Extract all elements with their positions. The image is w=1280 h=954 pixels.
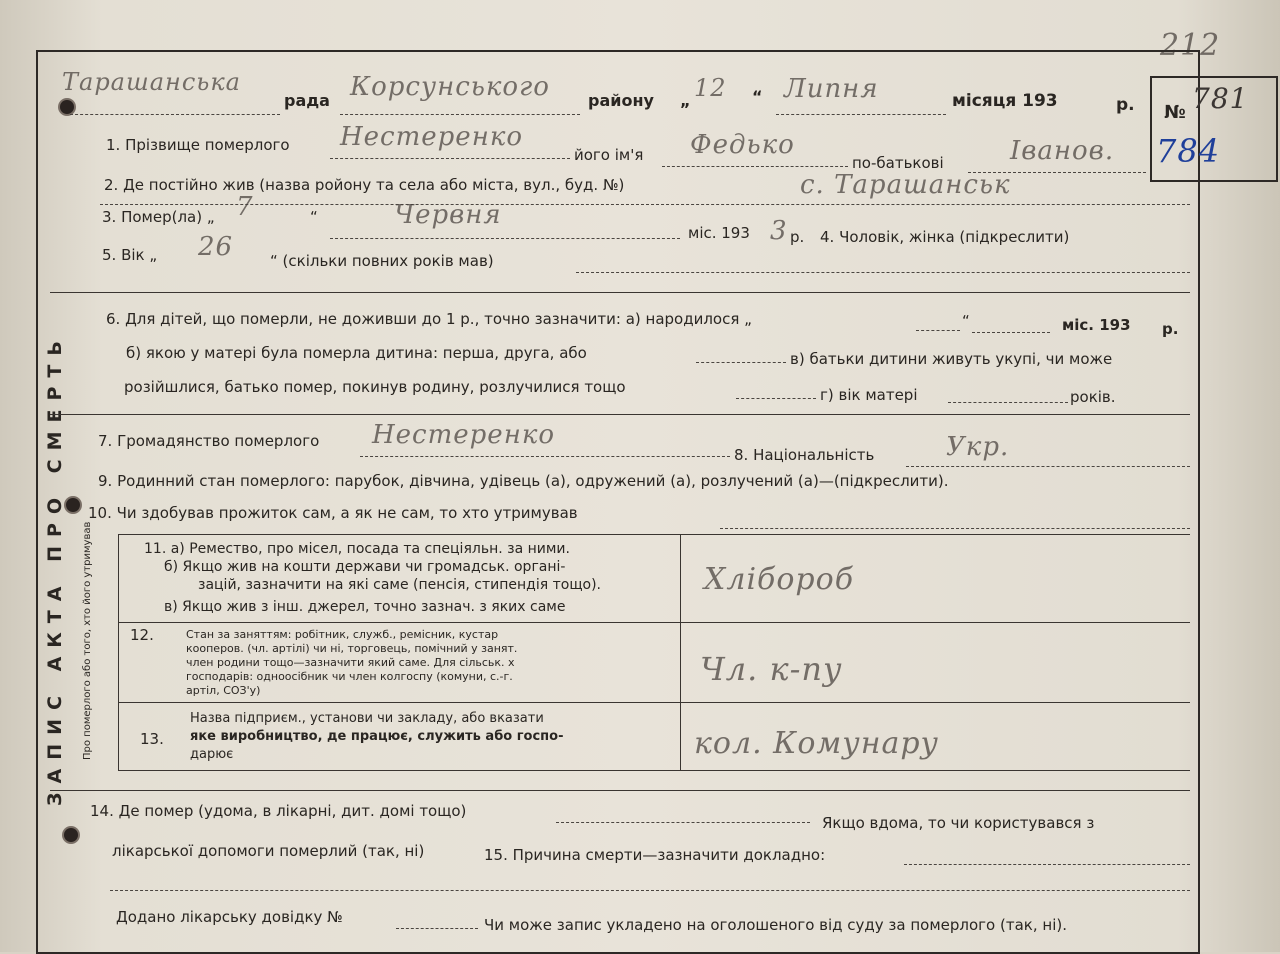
- rule: [100, 204, 1190, 205]
- f11-value: Хлібороб: [704, 562, 855, 597]
- side-title: ЗАПИС АКТА ПРО СМЕРТЬ: [44, 332, 66, 806]
- rule: [110, 890, 1190, 891]
- rule: [576, 272, 1190, 273]
- f11-b1: б) Якщо жив на кошти держави чи громадськ. органі-: [164, 559, 566, 575]
- punch-hole: [60, 100, 74, 114]
- chy-mozhe-label: Чи може запис укладено на оголошеного від суду за померлого (так, ні).: [484, 916, 1067, 934]
- f10-label: 10. Чи здобував прожиток сам, а як не сам, то хто утримував: [88, 504, 578, 522]
- rule: [360, 456, 730, 457]
- f11-c: в) Якщо жив з інш. джерел, точно зазнач. з яких саме: [164, 599, 566, 615]
- punch-hole: [66, 498, 80, 512]
- f1-name-value: Федько: [690, 130, 795, 160]
- rule: [736, 398, 816, 399]
- r-label: р.: [1116, 95, 1135, 115]
- f11-a: 11. а) Ремество, про місел, посада та спеціяльн. за ними.: [144, 541, 570, 557]
- section-rule: [50, 292, 1190, 293]
- rule: [396, 928, 478, 929]
- f14-label: 14. Де помер (удома, в лікарні, дит. домі тощо): [90, 802, 467, 820]
- f6-mis: міс. 193: [1062, 316, 1131, 334]
- rule: [330, 238, 680, 239]
- f2-label: 2. Де постійно жив (назва ройону та села або міста, вул., буд. №): [104, 176, 625, 194]
- f12-l5: артіл, СОЗ'у): [186, 684, 261, 697]
- district-handwritten: Корсунського: [350, 72, 550, 102]
- f13-l3: дарює: [190, 747, 234, 762]
- f8-value: Укр.: [946, 432, 1010, 462]
- f6-line3b: г) вік матері: [820, 386, 918, 404]
- f5-value: 26: [198, 232, 234, 262]
- f13-l1: Назва підприєм., установи чи закладу, або вказати: [190, 711, 544, 726]
- f13-num: 13.: [140, 730, 164, 748]
- f12-num: 12.: [130, 626, 154, 644]
- month-handwritten: Липня: [784, 74, 879, 104]
- f13-l2: яке виробництво, де працює, служить або госпо-: [190, 729, 564, 744]
- section-rule: [50, 414, 1190, 415]
- f3-mis: міс. 193: [688, 224, 750, 242]
- dodano-label: Додано лікарську довідку №: [116, 908, 343, 926]
- misiatsia-label: місяця 193: [952, 91, 1058, 111]
- rule: [662, 166, 848, 167]
- council-handwritten: Тарашанська: [62, 68, 241, 96]
- rule: [720, 528, 1190, 529]
- number-label: №: [1164, 102, 1186, 123]
- number-printed: 781: [1192, 82, 1249, 115]
- day-handwritten: 12: [694, 74, 727, 102]
- f3-day: 7: [236, 192, 254, 222]
- f12-l4: господарів: одноосібник чи член колгоспу (комуни, с.-г.: [186, 670, 513, 683]
- f13-value: кол. Комунару: [694, 726, 939, 761]
- side-subtitle: Про померлого або того, хто його утримував: [82, 521, 93, 760]
- f2-value: с. Тарашанськ: [800, 170, 1011, 200]
- table-rule: [118, 770, 1190, 771]
- f1-label: 1. Прізвище померлого: [106, 136, 290, 154]
- table-rule: [118, 702, 1190, 703]
- f8-label: 8. Національність: [734, 446, 875, 464]
- raionu-label: району: [588, 91, 654, 110]
- f15-label: 15. Причина смерти—зазначити докладно:: [484, 846, 826, 864]
- f5-rest: “ (скільки повних років мав): [270, 252, 494, 270]
- f4-label: 4. Чоловік, жінка (підкреслити): [820, 228, 1070, 246]
- document-page: 212 ЗАПИС АКТА ПРО СМЕРТЬ Про померлого або того, хто його утримував Тарашанська рада Корсунського району „ 12 “ Липня місяця 193 р. № 781 784 1. Прізвище померлого Нестеренко його ім'я Федько по-батькові Іванов. 2. Де постійно жив (назва ройону та села або міста, вул., буд. №) с. Тарашанськ 3. Помер(ла) „ 7 “ Червня міс. 193 3 р. 4. Чоловік, жінка (підкреслити) 5. Вік „ 26 “ (скільки повних років мав) 6. Для дітей, що померли, не доживши до 1 р., точно зазначити: а) народилося „ “ міс. 193 р. б) якою у матері була померла дитина: перша, друга, або в) батьки дитини живуть укупі, чи може розійшлися, батько помер, покинув родину, розлучилися тощо г) вік матері років. 7. Громадянство померлого Нестеренко 8. Національність Укр. 9. Родинний стан померлого: парубок, дівчина, удівець (а), одружений (а), розлучений (а)—(підкреслити). 10. Чи здобував прожиток сам, а як не сам, то хто утримував 11. а) Ремество, про місел, посада та спеціяльн. за ними. б) Якщо жив на кошти держави чи громадськ. органі- зацій, зазначити на які саме (пенсія, стипендія тощо). в) Якщо жив з інш. джерел, точно зазнач. з яких саме Хлібороб 12. Стан за заняттям: робітник, служб., ремісник, кустар кооперов. (чл. артілі) чи ні, торговець, помічний у занят. член родини тощо—зазначити який саме. Для сільськ. х господарів: одноосібник чи член колгоспу (комуни, с.-г. артіл, СОЗ'у) Чл. к-пу 13. Назва підприєм., установи чи закладу, або вказати яке виробництво, де працює, служить або госпо- дарює кол. Комунару 14. Де помер (удома, в лікарні, дит. домі тощо) Якщо вдома, то чи користувався з лікарської допомоги померлий (так, ні) 15. Причина смерти—зазначити докладно: Додано лікарську довідку № Чи може запис укладено на оголошеного від суду за померлого (так, ні).: [0, 0, 1280, 952]
- f14-rest: Якщо вдома, то чи користувався з: [822, 814, 1095, 832]
- f1-value: Нестеренко: [340, 122, 523, 152]
- archive-number: 212: [1160, 28, 1221, 63]
- f6-line2b: в) батьки дитини живуть укупі, чи може: [790, 350, 1113, 368]
- f6-line2a: б) якою у матері була померла дитина: перша, друга, або: [126, 344, 587, 362]
- rule: [948, 402, 1068, 403]
- rule: [330, 158, 570, 159]
- f11-b2: зацій, зазначити на які саме (пенсія, стипендія тощо).: [198, 577, 602, 593]
- f7-label: 7. Громадянство померлого: [98, 432, 320, 450]
- table-rule: [118, 622, 1190, 623]
- f3-label: 3. Помер(ла) „: [102, 208, 215, 226]
- f12-l2: кооперов. (чл. артілі) чи ні, торговець, помічний у занят.: [186, 642, 518, 655]
- rule: [906, 466, 1190, 467]
- f9-label: 9. Родинний стан померлого: парубок, дівчина, удівець (а), одружений (а), розлучений (а)—(підкреслити).: [98, 472, 949, 490]
- table-rule: [118, 534, 1190, 535]
- number-handwritten-blue: 784: [1156, 132, 1221, 170]
- rule: [776, 114, 946, 115]
- f1-name-label: його ім'я: [574, 146, 644, 164]
- f7-value: Нестеренко: [372, 420, 555, 450]
- f6-line1: 6. Для дітей, що померли, не доживши до 1 р., точно зазначити: а) народилося „: [106, 310, 752, 328]
- f5-label: 5. Вік „: [102, 246, 158, 264]
- rule: [696, 362, 786, 363]
- f3-year: 3: [770, 216, 788, 246]
- f12-l3: член родини тощо—зазначити який саме. Для сільськ. х: [186, 656, 515, 669]
- punch-hole: [64, 828, 78, 842]
- f1-patr-label: по-батькові: [852, 154, 944, 172]
- rule: [70, 114, 280, 115]
- rule: [340, 114, 580, 115]
- rule: [904, 864, 1190, 865]
- rada-label: рада: [284, 91, 330, 110]
- rule: [916, 330, 960, 331]
- f12-value: Чл. к-пу: [700, 650, 843, 688]
- f12-l1: Стан за заняттям: робітник, служб., ремісник, кустар: [186, 628, 499, 641]
- f6-line3a: розійшлися, батько помер, покинув родину, розлучилися тощо: [124, 378, 626, 396]
- table-rule: [118, 534, 119, 770]
- f14-line2: лікарської допомоги померлий (так, ні): [112, 842, 425, 860]
- table-rule: [680, 534, 681, 770]
- section-rule: [50, 790, 1190, 791]
- rule: [972, 332, 1050, 333]
- f3-month: Червня: [394, 200, 502, 230]
- rule: [556, 822, 810, 823]
- f1-patr-value: Іванов.: [1010, 136, 1115, 166]
